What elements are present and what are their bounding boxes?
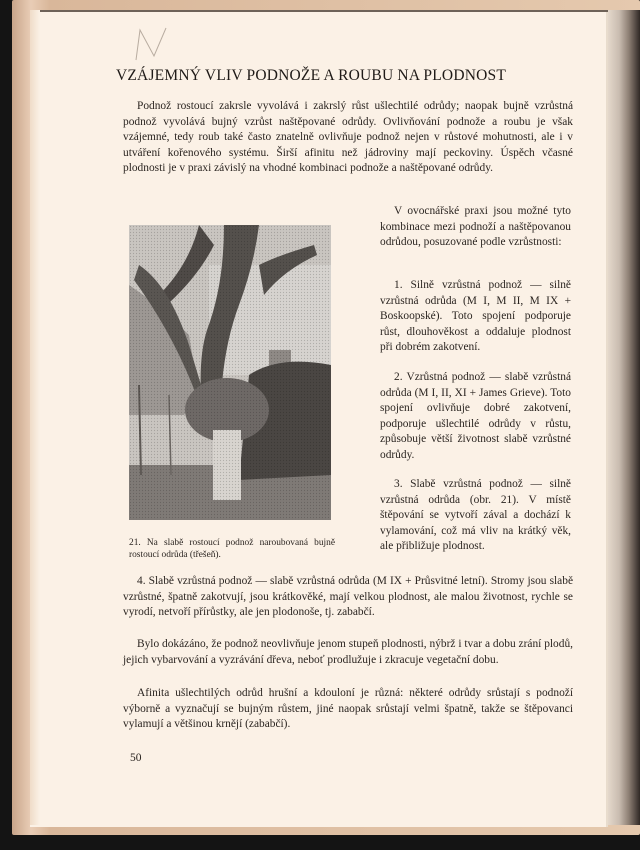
combination-item-1: 1. Silně vzrůstná podnož — silně vzrůstná odrůda (M I, M II, M IX + Boskoopské). Toto spojení podporuje růst, dlouhověkost a oddaluje plodnost při dobrém zakotvení. [380, 279, 571, 353]
combination-item-4: 4. Slabě vzrůstná podnož — slabě vzrůstná odrůda (M IX + Průsvitné letní). Stromy jsou slabě vzrůstné, špatně zakotvují, jsou krátkověké, mají velkou plodnost, ale malou životnost, rychle se vyrodí, netvoří přírůstky, ale jen plodonoše, tj. zababčí. [123, 575, 573, 618]
page-number: 50 [130, 752, 142, 764]
page-edge [30, 10, 40, 825]
intro-paragraph: Podnož rostoucí zakrsle vyvolává i zakrslý růst ušlechtilé odrůdy; naopak bujně vzrůstná podnož vyvolává bujný vzrůst naštěpované odrůdy. Ovlivňování podnože a roubu je však vzájemné, tedy roub také často znatelně ovlivňuje podnož nejen v růstové mohutnosti, ale i v utváření kořenového systému. Širší afinitu než jádroviny mají peckoviny. Úspěch včasné plodnosti je v praxi závislý na vhodné kombinaci podnože a naštěpované odrůdy. [123, 100, 573, 174]
pencil-mark-icon [132, 26, 172, 62]
tree-photo [129, 225, 331, 520]
combination-item-3: 3. Slabě vzrůstná podnož — silně vzrůstná odrůda (obr. 21). V místě štěpování se vytvoří zával a dochází k vylamování, což má vliv na krátký věk, ale přibližuje plodnost. [380, 478, 571, 552]
combination-item-2: 2. Vzrůstná podnož — slabě vzrůstná odrůda (M I, II, XI + James Grieve). Toto spojení ovlivňuje dobré zakotvení, podporuje ušlechtilé odrůdy v růstu, způsobuje větší životnost slabě vzrůstné odrůdy. [380, 371, 571, 461]
page-gutter-shadow [608, 10, 640, 825]
rootstock-influence-paragraph: Bylo dokázáno, že podnož neovlivňuje jenom stupeň plodnosti, nýbrž i tvar a dobu zrání plodů, jejich vybarvování a vyzrávání dřeva, neboť prodlužuje i zkracuje vegetační dobu. [123, 638, 573, 666]
affinity-paragraph: Afinita ušlechtilých odrůd hrušní a kdouloní je různá: některé odrůdy srůstají s podnoží výborně a vyznačují se bujným růstem, jiné naopak srůstají velmi špatně, takže se štěpovanci vylamují a většinou krnějí (zababčí). [123, 687, 573, 730]
figure-caption: 21. Na slabě rostoucí podnož naroubovaná bujně rostoucí odrůda (třešeň). [129, 538, 335, 560]
tree-photo-image [129, 225, 331, 520]
combinations-intro: V ovocnářské praxi jsou možné tyto kombinace mezi podnoží a naštěpovanou odrůdou, posuzované podle vzrůstnosti: [380, 205, 571, 248]
section-heading: VZÁJEMNÝ VLIV PODNOŽE A ROUBU NA PLODNOST [116, 67, 506, 84]
